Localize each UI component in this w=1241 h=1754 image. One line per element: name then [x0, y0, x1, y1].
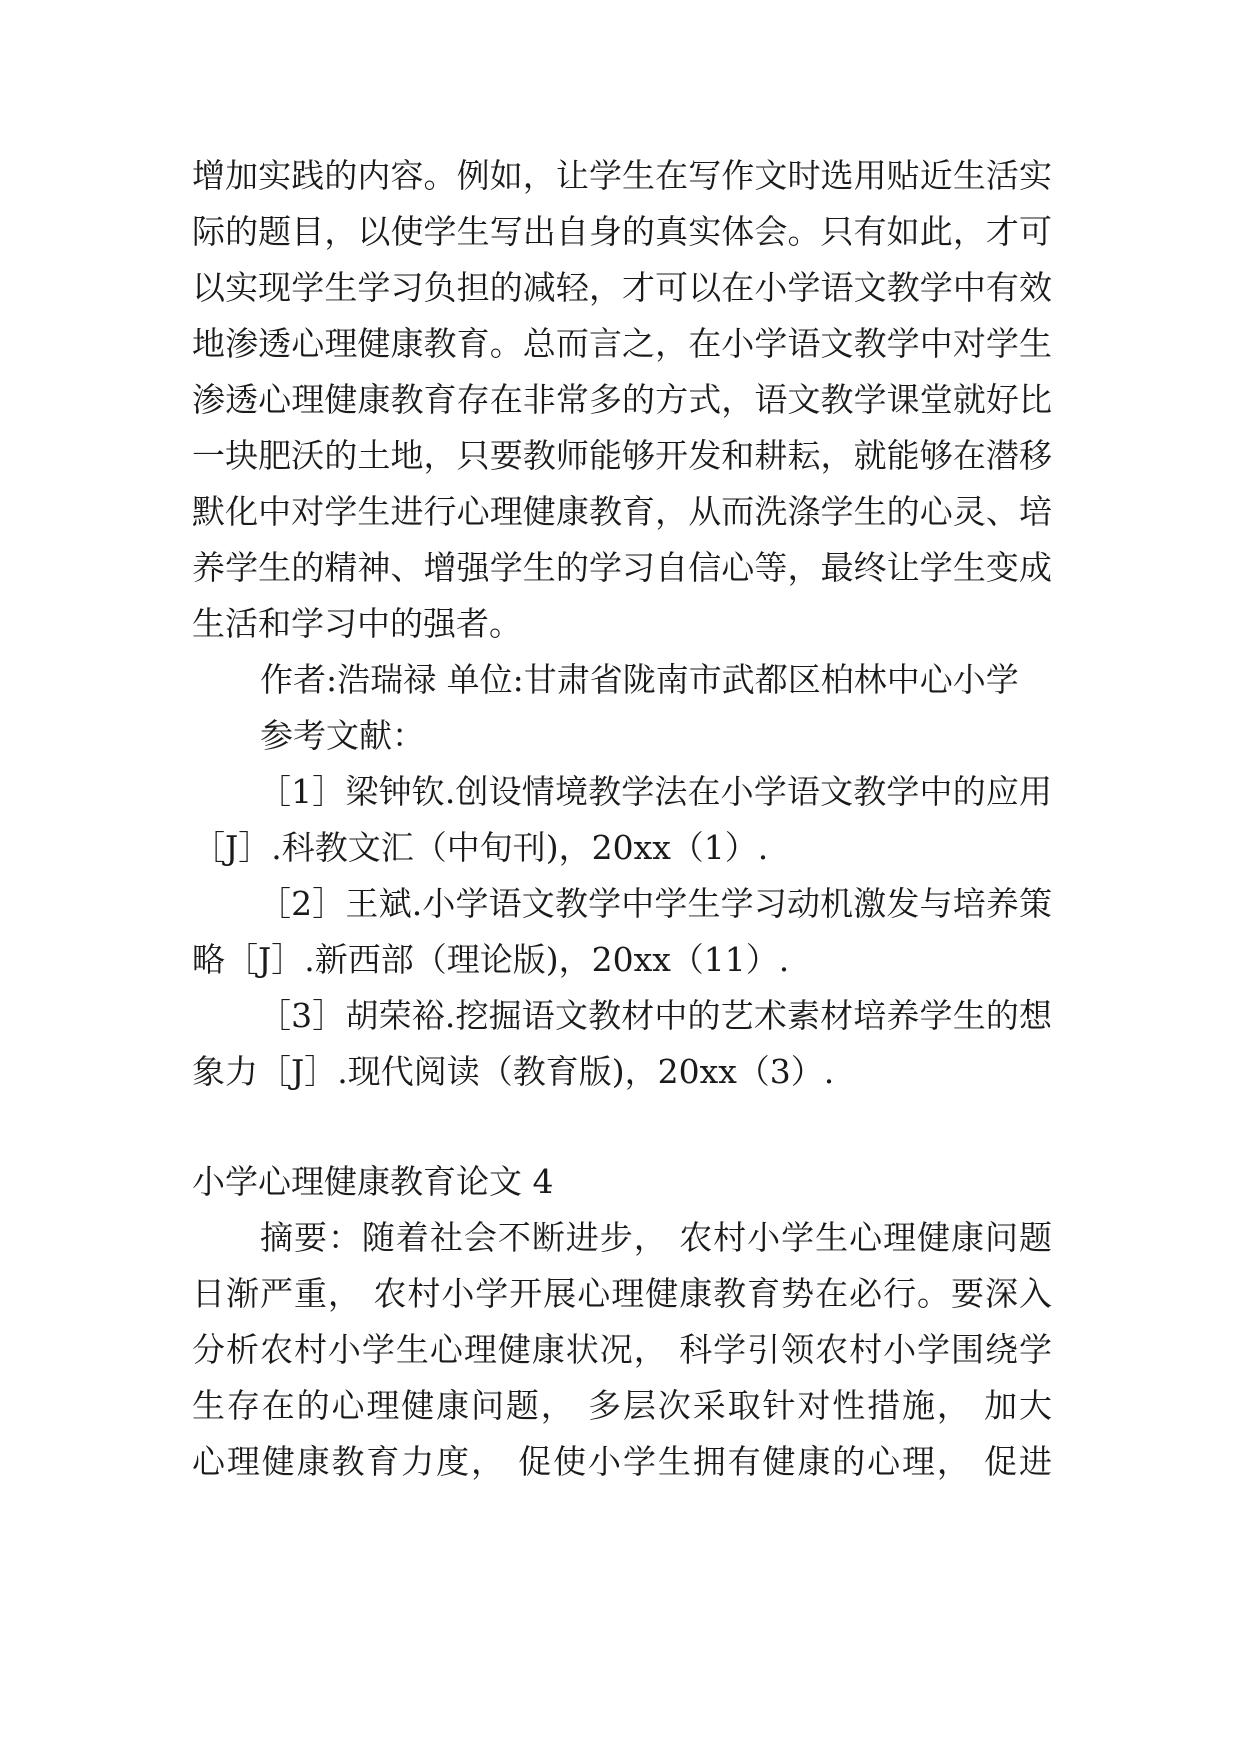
paragraph-line: 以实现学生学习负担的减轻，才可以在小学语文教学中有效 [192, 268, 1052, 307]
reference-line: ［2］王斌.小学语文教学中学生学习动机激发与培养策 [258, 884, 1052, 923]
section-title: 小学心理健康教育论文 4 [192, 1162, 554, 1201]
paragraph-line: 养学生的精神、增强学生的学习自信心等，最终让学生变成 [192, 548, 1052, 587]
reference-line: ［J］.科教文汇（中旬刊)，20xx（1）. [192, 828, 769, 867]
paragraph-line: 增加实践的内容。例如，让学生在写作文时选用贴近生活实 [192, 156, 1052, 195]
abstract-line: 摘要：随着社会不断进步， 农村小学生心理健康问题 [260, 1218, 1052, 1257]
abstract-line: 心理健康教育力度， 促使小学生拥有健康的心理， 促进 [192, 1442, 1052, 1481]
reference-line: ［3］胡荣裕.挖掘语文教材中的艺术素材培养学生的想 [258, 996, 1052, 1035]
paragraph-line: 地渗透心理健康教育。总而言之，在小学语文教学中对学生 [192, 324, 1052, 363]
reference-line: 略［J］.新西部（理论版)，20xx（11）. [192, 940, 790, 979]
paragraph-line: 渗透心理健康教育存在非常多的方式，语文教学课堂就好比 [192, 380, 1052, 419]
reference-line: ［1］梁钟钦.创设情境教学法在小学语文教学中的应用 [258, 772, 1052, 811]
paragraph-line: 默化中对学生进行心理健康教育，从而洗涤学生的心灵、培 [192, 492, 1052, 531]
abstract-line: 日渐严重， 农村小学开展心理健康教育势在必行。要深入 [192, 1274, 1052, 1313]
reference-line: 象力［J］.现代阅读（教育版)，20xx（3）. [192, 1052, 835, 1091]
author-line: 作者:浩瑞禄 单位:甘肃省陇南市武都区柏林中心小学 [260, 660, 1019, 699]
abstract-line: 生存在的心理健康问题， 多层次采取针对性措施， 加大 [192, 1386, 1052, 1425]
paragraph-line: 一块肥沃的土地，只要教师能够开发和耕耘，就能够在潜移 [192, 436, 1052, 475]
references-heading: 参考文献： [260, 716, 425, 755]
abstract-line: 分析农村小学生心理健康状况， 科学引领农村小学围绕学 [192, 1330, 1052, 1369]
paragraph-line: 生活和学习中的强者。 [192, 604, 522, 643]
paragraph-line: 际的题目，以使学生写出自身的真实体会。只有如此，才可 [192, 212, 1052, 251]
